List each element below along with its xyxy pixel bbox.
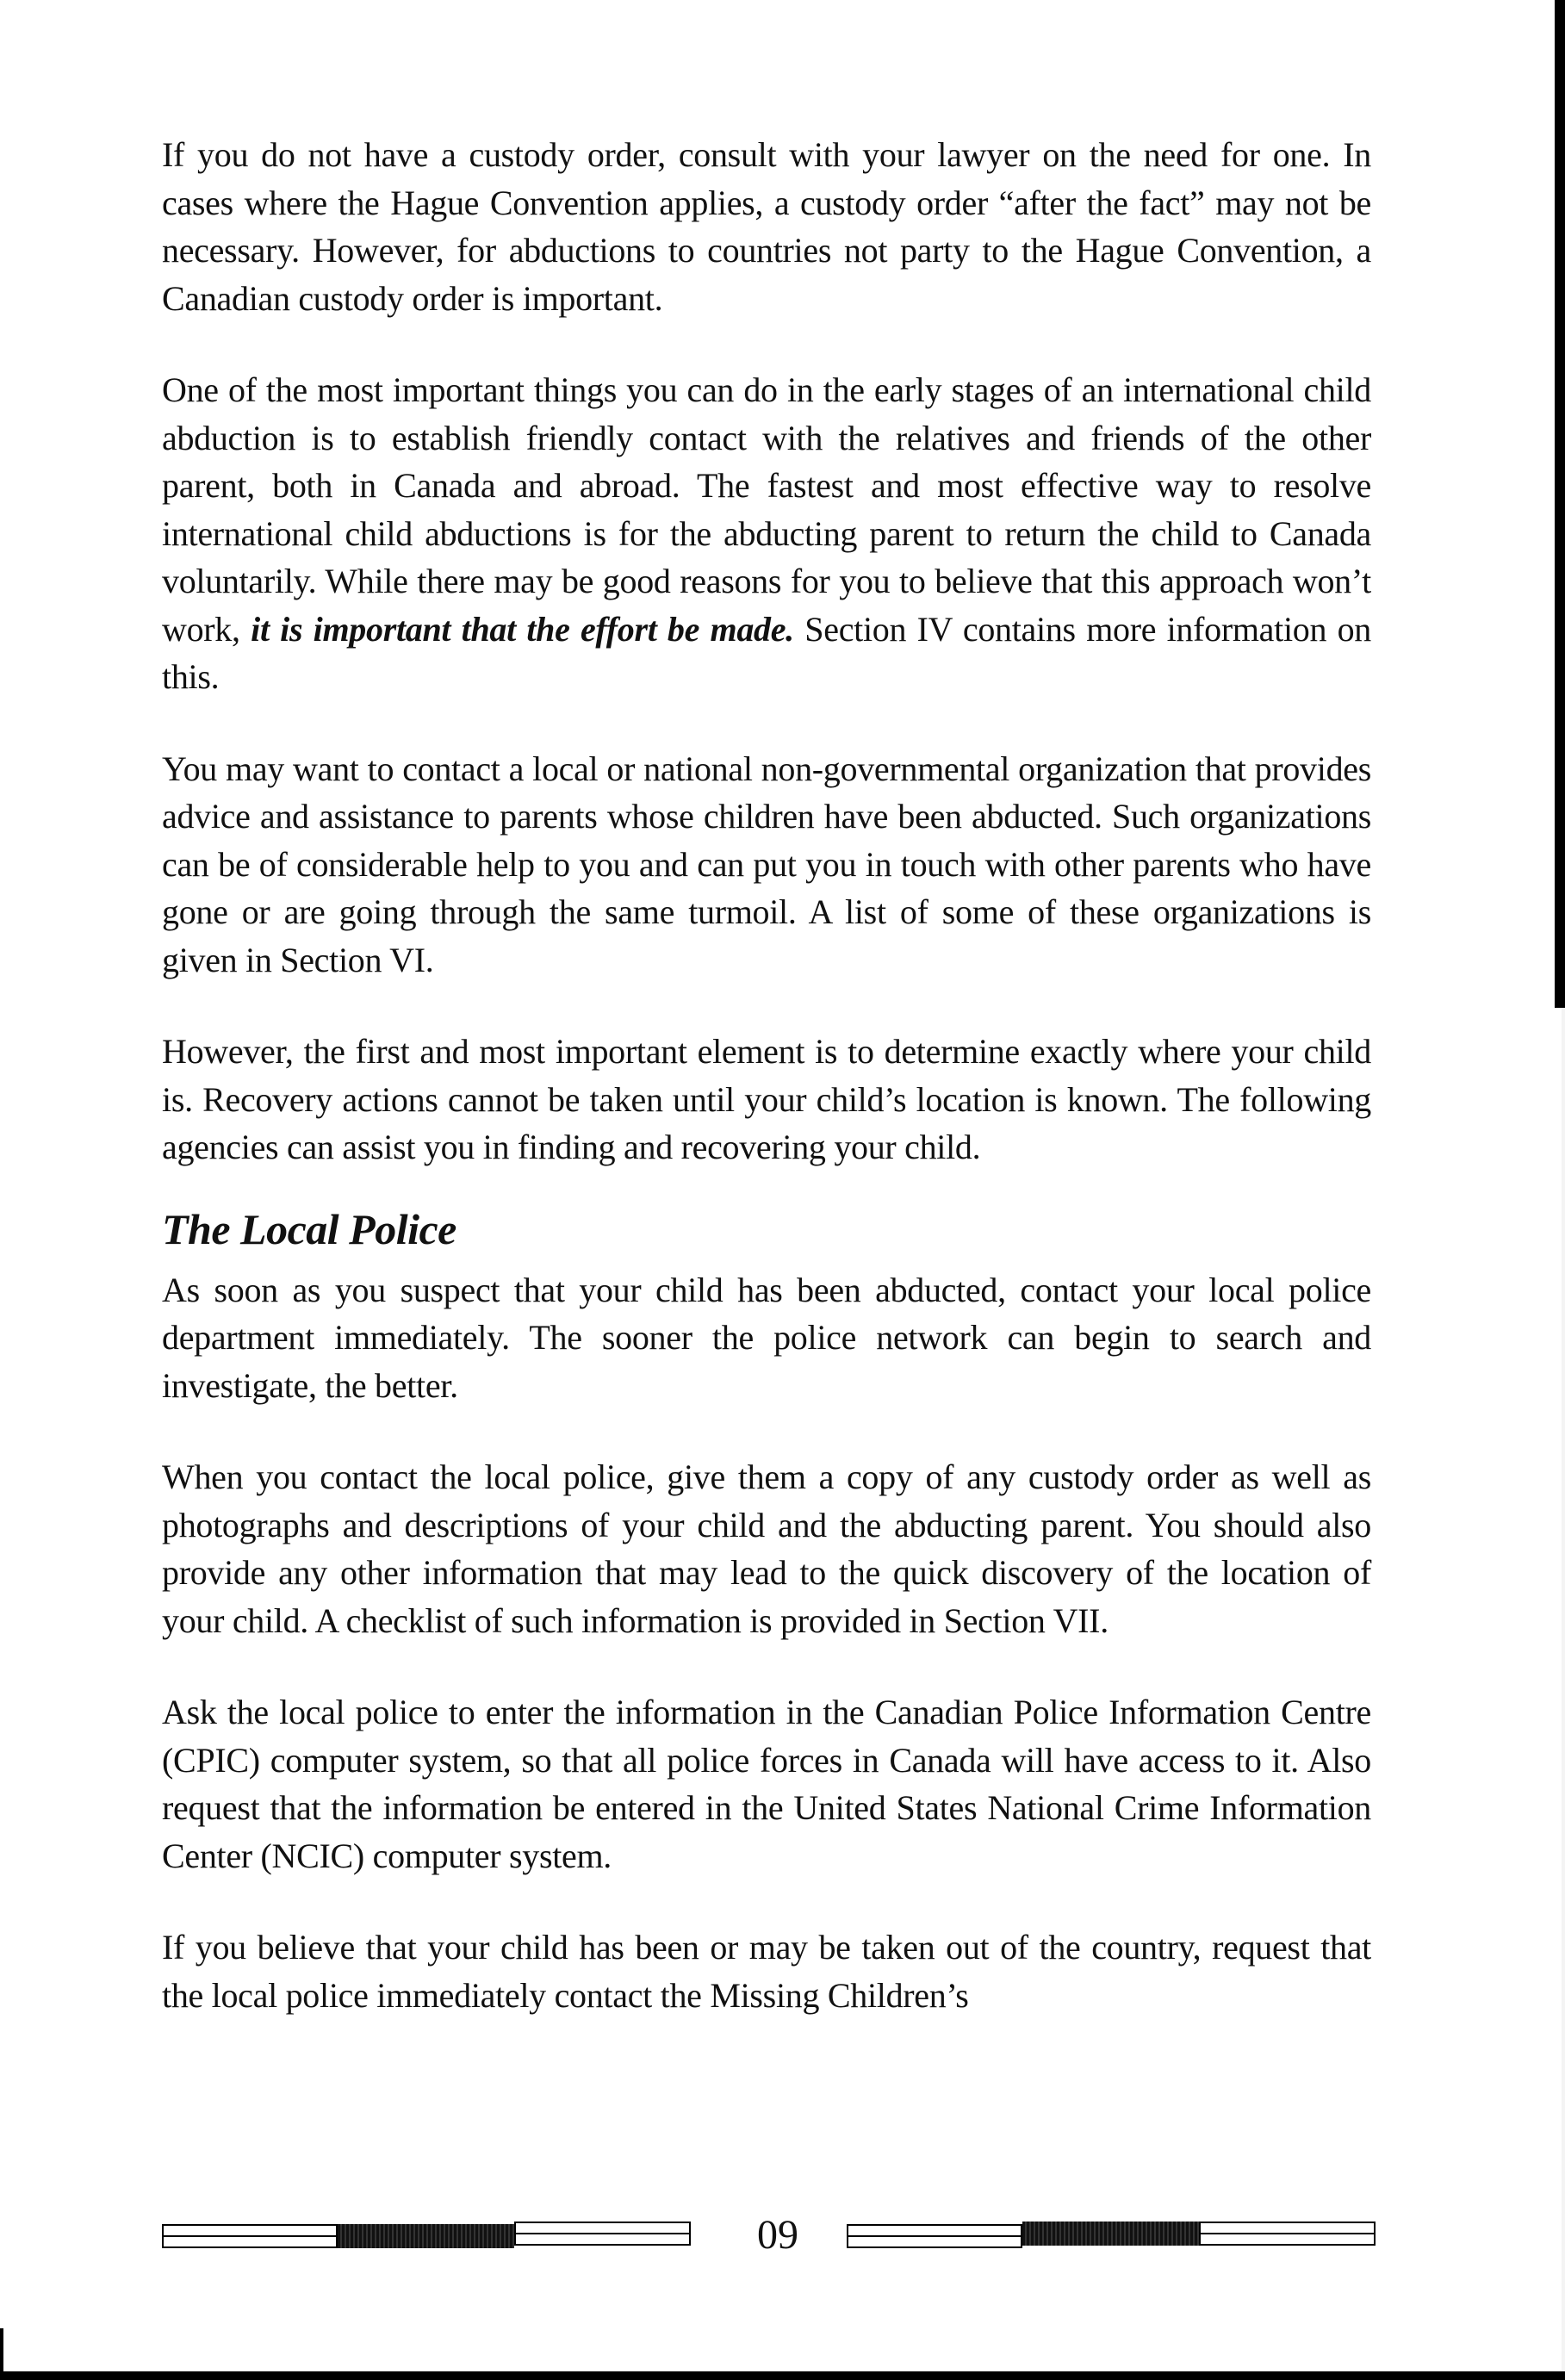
footer-ornament-left [162, 2224, 691, 2248]
footer-ornament-right [847, 2224, 1376, 2248]
paragraph-out-of-country: If you believe that your child has been or may be taken out of the country, request that the local police immediately contact the Missing Children’s [162, 1928, 1371, 2015]
paragraph-custody-order: If you do not have a custody order, consult with your lawyer on the need for one. In cases where the Hague Convention applies, a custody order “after the fact” may not be necessary. However, for abductions to countries not party to the Hague Convention, a Canadian custody order is important. [162, 135, 1371, 318]
paragraph-custody-copy: When you contact the local police, give them a copy of any custody order as well as photographs and descriptions of your child and the abducting parent. You should also provide any other information that may lead to the quick discovery of the location of your child. A checklist of such information is provided in Section VII. [162, 1457, 1371, 1640]
text-column [162, 131, 1371, 2063]
paragraph-friendly-contact [162, 366, 1371, 701]
scan-edge-bottom [0, 2371, 1565, 2380]
paragraph-emphasis: it is important that the effort be made. [251, 609, 794, 649]
scan-edge-right [1555, 0, 1565, 1008]
scan-edge-left-corner [0, 2328, 3, 2380]
paragraph-friendly-contact-tail: Section IV contains more information on this. [162, 609, 1371, 696]
paragraph-cpic-ncic: Ask the local police to enter the information in the Canadian Police Information Centre (CPIC) computer system, so that all police forces in Canada will have access to it. Also request that the information be entered in the United States National Crime Information Center (NCIC) computer system. [162, 1693, 1371, 1875]
section-heading: The Local Police [162, 1204, 456, 1253]
page-footer [162, 2214, 1376, 2257]
paragraph-friendly-contact-text: One of the most important things you can do in the early stages of an international child abduction is to establish friendly contact with the relatives and friends of the other parent, both in Canada and abroad. The fastest and most effective way to resolve international child abductions is for the abducting parent to return the child to Canada voluntarily. While there may be good reasons for you to believe that this approach won’t work, [162, 370, 1371, 649]
paragraph-contact-police: As soon as you suspect that your child has been abducted, contact your local police department immediately. The sooner the police network can begin to search and investigate, the better. [162, 1270, 1371, 1405]
paragraph-locate-child: However, the first and most important element is to determine exactly where your child is. Recovery actions cannot be taken until your child’s location is known. The following agencies can assist you in finding and recovering your child. [162, 1032, 1371, 1166]
page-number: 09 [757, 2212, 798, 2258]
scan-edge-right-shadow [1562, 1008, 1565, 2380]
paragraph-ngo: You may want to contact a local or national non-governmental organization that provides advice and assistance to parents whose children have been abducted. Such organizations can be of considerable help to you and can put you in touch with other parents who have gone or are going through the same turmoil. A list of some of these organizations is given in Section VI. [162, 749, 1371, 979]
